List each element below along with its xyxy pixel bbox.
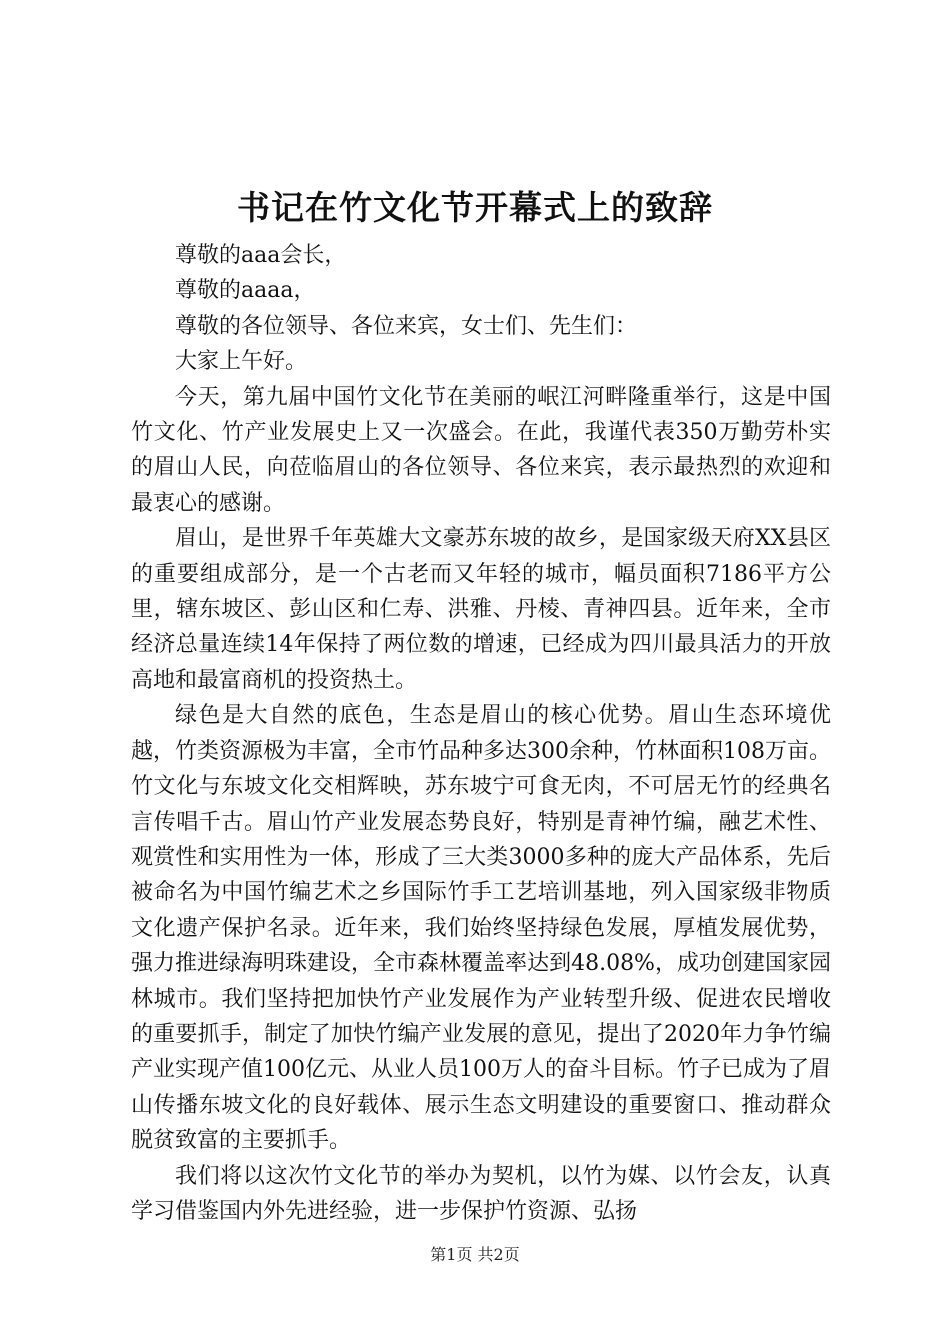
page-indicator: 第1页 共2页 xyxy=(430,1245,520,1264)
salutation-1: 尊敬的aaa会长， xyxy=(175,243,347,268)
paragraph-4: 我们将以这次竹文化节的举办为契机，以竹为媒、以竹会友，认真学习借鉴国内外先进经验，进一步保护竹资源、弘扬 xyxy=(131,1163,831,1224)
document-body xyxy=(131,238,831,1229)
salutation-3: 尊敬的各位领导、各位来宾，女士们、先生们： xyxy=(175,313,638,339)
paragraph-1: 今天，第九届中国竹文化节在美丽的岷江河畔隆重举行，这是中国竹文化、竹产业发展史上又一次盛会。在此，我谨代表350万勤劳朴实的眉山人民，向莅临眉山的各位领导、各位来宾，表示最热烈的欢迎和最衷心的感谢。 xyxy=(131,384,831,516)
document-title: 书记在竹文化节开幕式上的致辞 xyxy=(237,188,713,227)
greeting: 大家上午好。 xyxy=(175,349,308,375)
salutation-2: 尊敬的aaaa， xyxy=(175,278,316,304)
paragraph-3: 绿色是大自然的底色，生态是眉山的核心优势。眉山生态环境优越，竹类资源极为丰富，全市竹品种多达300余种，竹林面积108万亩。竹文化与东坡文化交相辉映，苏东坡宁可食无肉，不可居无竹的经典名言传唱千古。眉山竹产业发展态势良好，特别是青神竹编，融艺术性、观赏性和实用性为一体，形成了三大类3000多种的庞大产品体系，先后被命名为中国竹编艺术之乡国际竹手工艺培训基地，列入国家级非物质文化遗产保护名录。近年来，我们始终坚持绿色发展，厚植发展优势，强力推进绿海明珠建设，全市森林覆盖率达到48.08%，成功创建国家园林城市。我们坚持把加快竹产业发展作为产业转型升级、促进农民增收的重要抓手，制定了加快竹编产业发展的意见，提出了2020年力争竹编产业实现产值100亿元、从业人员100万人的奋斗目标。竹子已成为了眉山传播东坡文化的良好载体、展示生态文明建设的重要窗口、推动群众脱贫致富的主要抓手。 xyxy=(131,703,831,1154)
paragraph-2: 眉山，是世界千年英雄大文豪苏东坡的故乡，是国家级天府XX县区的重要组成部分，是一个古老而又年轻的城市，幅员面积7186平方公里，辖东坡区、彭山区和仁寿、洪雅、丹棱、青神四县。近年来，全市经济总量连续14年保持了两位数的增速，已经成为四川最具活力的开放高地和最富商机的投资热土。 xyxy=(131,526,831,693)
